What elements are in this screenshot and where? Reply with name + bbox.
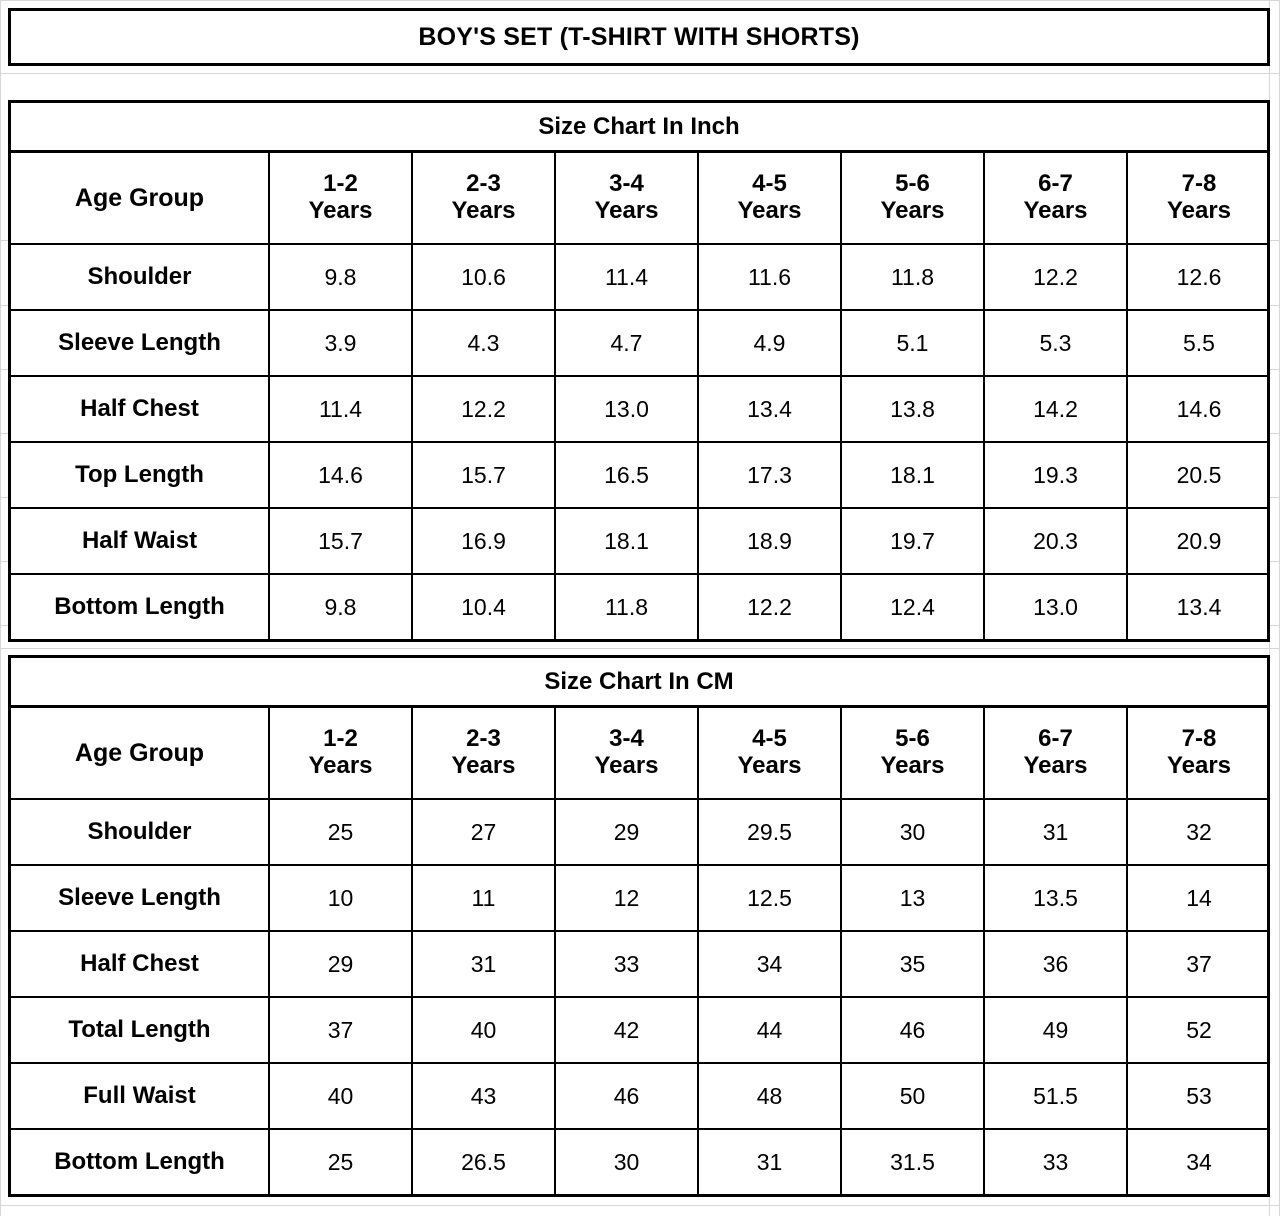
table-cell: 52: [1127, 997, 1270, 1063]
table-cell: 15.7: [269, 508, 412, 574]
table-cell: 36: [984, 931, 1127, 997]
sheet-gridline: [0, 73, 1280, 74]
row-label: Shoulder: [11, 244, 269, 310]
table-cell: 12.2: [984, 244, 1127, 310]
table-cell: 4.7: [555, 310, 698, 376]
table-cell: 44: [698, 997, 841, 1063]
column-header-size-unit: Years: [1166, 752, 1232, 779]
size-chart-inch-table: [11, 153, 1270, 639]
table-row: [11, 799, 1270, 865]
column-header-size-range: 4-5: [752, 170, 787, 198]
table-cell: 12.2: [698, 574, 841, 639]
table-cell: 15.7: [412, 442, 555, 508]
table-cell: 12.2: [412, 376, 555, 442]
column-header-size: [555, 153, 698, 244]
table-cell: 18.9: [698, 508, 841, 574]
column-header-size-unit: Years: [737, 752, 802, 779]
column-header-size-range: 1-2: [323, 170, 358, 198]
table-cell: 31: [412, 931, 555, 997]
table-cell: 9.8: [269, 574, 412, 639]
column-header-size: [984, 153, 1127, 244]
table-cell: 46: [555, 1063, 698, 1129]
table-cell: 40: [412, 997, 555, 1063]
table-cell: 34: [698, 931, 841, 997]
table-cell: 10.4: [412, 574, 555, 639]
page-title-text: BOY'S SET (T-SHIRT WITH SHORTS): [418, 22, 860, 51]
table-cell: 18.1: [555, 508, 698, 574]
column-header-size: [412, 153, 555, 244]
table-cell: 27: [412, 799, 555, 865]
table-cell: 12: [555, 865, 698, 931]
column-header-size: [698, 153, 841, 244]
size-chart-inch-block: [8, 100, 1270, 642]
column-header-size: [984, 708, 1127, 799]
row-label: Bottom Length: [11, 574, 269, 639]
column-header-size-range: 5-6: [895, 170, 930, 198]
table-cell: 43: [412, 1063, 555, 1129]
column-header-size-unit: Years: [1023, 752, 1088, 779]
table-cell: 13.8: [841, 376, 984, 442]
column-header-size-unit: Years: [308, 197, 373, 224]
row-label: Half Chest: [11, 376, 269, 442]
column-header-size-unit: Years: [880, 752, 945, 779]
column-header-size-unit: Years: [594, 197, 659, 224]
table-cell: 12.6: [1127, 244, 1270, 310]
table-row: [11, 1129, 1270, 1194]
size-chart-cm-title: Size Chart In CM: [11, 658, 1267, 708]
column-header-size-unit: Years: [594, 752, 659, 779]
table-cell: 13.0: [555, 376, 698, 442]
table-cell: 13.0: [984, 574, 1127, 639]
table-cell: 12.4: [841, 574, 984, 639]
column-header-size-range: 3-4: [609, 170, 644, 198]
column-header-size-unit: Years: [451, 752, 516, 779]
table-cell: 50: [841, 1063, 984, 1129]
table-cell: 20.9: [1127, 508, 1270, 574]
table-cell: 14.6: [1127, 376, 1270, 442]
table-cell: 30: [841, 799, 984, 865]
table-cell: 10.6: [412, 244, 555, 310]
column-header-size: [841, 153, 984, 244]
table-cell: 11.8: [841, 244, 984, 310]
table-cell: 11: [412, 865, 555, 931]
table-row: [11, 931, 1270, 997]
table-cell: 29.5: [698, 799, 841, 865]
sheet-gridline: [0, 1205, 1280, 1206]
table-cell: 3.9: [269, 310, 412, 376]
row-label: Total Length: [11, 997, 269, 1063]
row-label: Sleeve Length: [11, 310, 269, 376]
column-header-size: [698, 708, 841, 799]
table-header-row: [11, 708, 1270, 799]
table-cell: 37: [1127, 931, 1270, 997]
column-header-size-unit: Years: [1023, 197, 1088, 224]
table-header-row: [11, 153, 1270, 244]
column-header-size-unit: Years: [880, 197, 945, 224]
table-cell: 20.3: [984, 508, 1127, 574]
table-cell: 53: [1127, 1063, 1270, 1129]
table-cell: 11.4: [269, 376, 412, 442]
table-cell: 40: [269, 1063, 412, 1129]
table-cell: 11.4: [555, 244, 698, 310]
table-row: [11, 310, 1270, 376]
table-cell: 31: [698, 1129, 841, 1194]
table-cell: 13.5: [984, 865, 1127, 931]
table-cell: 46: [841, 997, 984, 1063]
table-cell: 34: [1127, 1129, 1270, 1194]
row-label: Half Waist: [11, 508, 269, 574]
column-header-size: [1127, 708, 1270, 799]
column-header-size: [269, 153, 412, 244]
page-title: [8, 8, 1270, 66]
column-header-size: [412, 708, 555, 799]
table-cell: 16.5: [555, 442, 698, 508]
table-cell: 29: [555, 799, 698, 865]
column-header-size-unit: Years: [308, 752, 373, 779]
table-cell: 51.5: [984, 1063, 1127, 1129]
column-header-size-range: 6-7: [1038, 725, 1073, 753]
column-header-size-unit: Years: [737, 197, 802, 224]
table-cell: 9.8: [269, 244, 412, 310]
row-label: Sleeve Length: [11, 865, 269, 931]
column-header-size-range: 2-3: [466, 725, 501, 753]
column-header-size-range: 4-5: [752, 725, 787, 753]
table-cell: 42: [555, 997, 698, 1063]
table-cell: 19.7: [841, 508, 984, 574]
column-header-size: [841, 708, 984, 799]
size-chart-cm-table: [11, 708, 1270, 1194]
table-cell: 30: [555, 1129, 698, 1194]
table-row: [11, 865, 1270, 931]
table-cell: 14: [1127, 865, 1270, 931]
row-label: Half Chest: [11, 931, 269, 997]
table-cell: 14.2: [984, 376, 1127, 442]
column-header-size-unit: Years: [451, 197, 516, 224]
row-label: Bottom Length: [11, 1129, 269, 1194]
column-header-size-range: 1-2: [323, 725, 358, 753]
table-cell: 11.8: [555, 574, 698, 639]
sheet-gridline: [0, 648, 1280, 649]
table-cell: 33: [555, 931, 698, 997]
column-header-size-range: 5-6: [895, 725, 930, 753]
table-row: [11, 508, 1270, 574]
table-cell: 11.6: [698, 244, 841, 310]
table-cell: 5.5: [1127, 310, 1270, 376]
table-row: [11, 574, 1270, 639]
table-cell: 13: [841, 865, 984, 931]
table-row: [11, 376, 1270, 442]
table-cell: 16.9: [412, 508, 555, 574]
table-cell: 13.4: [1127, 574, 1270, 639]
table-cell: 10: [269, 865, 412, 931]
table-cell: 37: [269, 997, 412, 1063]
column-header-size-range: 6-7: [1038, 170, 1073, 198]
column-header-age-group: Age Group: [11, 708, 269, 799]
row-label: Full Waist: [11, 1063, 269, 1129]
sheet-gridline: [0, 0, 1, 1216]
table-cell: 19.3: [984, 442, 1127, 508]
table-row: [11, 1063, 1270, 1129]
table-cell: 13.4: [698, 376, 841, 442]
table-cell: 18.1: [841, 442, 984, 508]
column-header-size-range: 7-8: [1181, 170, 1217, 198]
column-header-size-range: 7-8: [1181, 725, 1217, 753]
column-header-size: [269, 708, 412, 799]
table-cell: 12.5: [698, 865, 841, 931]
size-chart-cm-block: [8, 655, 1270, 1197]
table-cell: 31.5: [841, 1129, 984, 1194]
table-cell: 35: [841, 931, 984, 997]
table-row: [11, 244, 1270, 310]
table-cell: 32: [1127, 799, 1270, 865]
column-header-size-unit: Years: [1166, 197, 1232, 224]
column-header-size: [1127, 153, 1270, 244]
table-cell: 20.5: [1127, 442, 1270, 508]
column-header-size-range: 3-4: [609, 725, 644, 753]
table-row: [11, 997, 1270, 1063]
row-label: Top Length: [11, 442, 269, 508]
table-cell: 5.3: [984, 310, 1127, 376]
table-cell: 17.3: [698, 442, 841, 508]
table-cell: 4.3: [412, 310, 555, 376]
table-row: [11, 442, 1270, 508]
row-label: Shoulder: [11, 799, 269, 865]
table-cell: 4.9: [698, 310, 841, 376]
table-cell: 48: [698, 1063, 841, 1129]
size-chart-inch-title: Size Chart In Inch: [11, 103, 1267, 153]
column-header-size: [555, 708, 698, 799]
table-cell: 33: [984, 1129, 1127, 1194]
column-header-age-group: Age Group: [11, 153, 269, 244]
sheet-gridline: [0, 0, 1280, 1]
table-cell: 5.1: [841, 310, 984, 376]
table-cell: 25: [269, 799, 412, 865]
table-cell: 31: [984, 799, 1127, 865]
table-cell: 14.6: [269, 442, 412, 508]
table-cell: 26.5: [412, 1129, 555, 1194]
table-cell: 49: [984, 997, 1127, 1063]
table-cell: 25: [269, 1129, 412, 1194]
column-header-size-range: 2-3: [466, 170, 501, 198]
table-cell: 29: [269, 931, 412, 997]
